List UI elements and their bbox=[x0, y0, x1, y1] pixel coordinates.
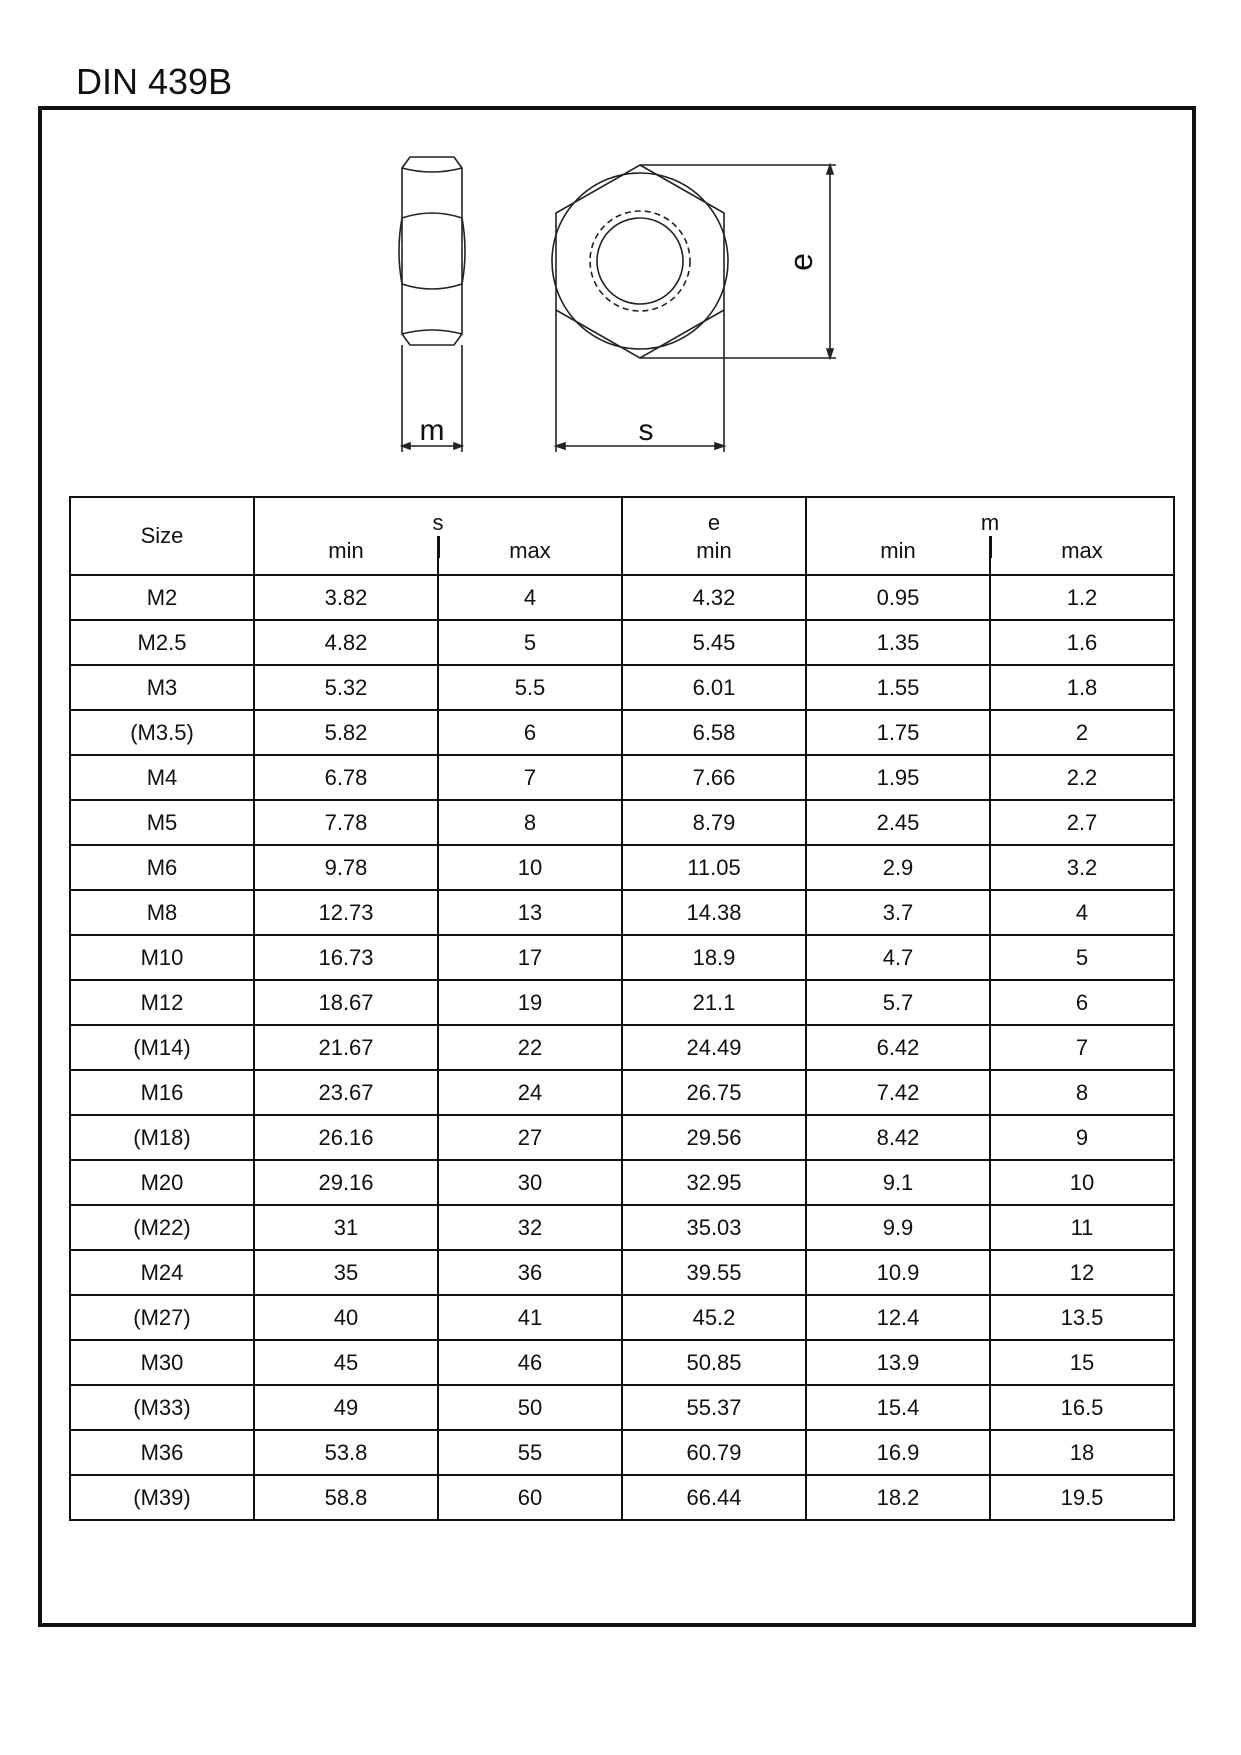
cell-m-max: 1.8 bbox=[990, 665, 1174, 710]
cell-m-max: 12 bbox=[990, 1250, 1174, 1295]
cell-e-min: 5.45 bbox=[622, 620, 806, 665]
cell-s-min: 40 bbox=[254, 1295, 438, 1340]
table-row bbox=[70, 1205, 1174, 1250]
cell-s-min: 4.82 bbox=[254, 620, 438, 665]
cell-m-min: 10.9 bbox=[806, 1250, 990, 1295]
cell-s-min: 7.78 bbox=[254, 800, 438, 845]
table-body bbox=[70, 575, 1174, 1520]
cell-m-min: 1.95 bbox=[806, 755, 990, 800]
cell-s-max: 19 bbox=[438, 980, 622, 1025]
table-row bbox=[70, 755, 1174, 800]
cell-m-max: 9 bbox=[990, 1115, 1174, 1160]
cell-size: (M27) bbox=[70, 1295, 254, 1340]
cell-size: (M39) bbox=[70, 1475, 254, 1520]
cell-m-max: 8 bbox=[990, 1070, 1174, 1115]
table-row bbox=[70, 710, 1174, 755]
cell-size: M3 bbox=[70, 665, 254, 710]
label-s: s bbox=[638, 414, 654, 447]
cell-e-min: 21.1 bbox=[622, 980, 806, 1025]
cell-s-max: 41 bbox=[438, 1295, 622, 1340]
cell-e-min: 35.03 bbox=[622, 1205, 806, 1250]
cell-m-min: 1.35 bbox=[806, 620, 990, 665]
cell-s-min: 45 bbox=[254, 1340, 438, 1385]
label-e: e bbox=[783, 253, 819, 271]
cell-size: (M14) bbox=[70, 1025, 254, 1070]
cell-size: (M33) bbox=[70, 1385, 254, 1430]
cell-m-max: 2 bbox=[990, 710, 1174, 755]
cell-size: M4 bbox=[70, 755, 254, 800]
header-s-max: max bbox=[438, 536, 622, 575]
cell-s-min: 3.82 bbox=[254, 575, 438, 620]
page-title: DIN 439B bbox=[76, 61, 233, 102]
table-row bbox=[70, 1115, 1174, 1160]
nut-front-view bbox=[552, 165, 728, 358]
cell-s-max: 30 bbox=[438, 1160, 622, 1205]
cell-s-max: 5 bbox=[438, 620, 622, 665]
table-row bbox=[70, 890, 1174, 935]
cell-m-max: 2.7 bbox=[990, 800, 1174, 845]
cell-s-min: 16.73 bbox=[254, 935, 438, 980]
table-row bbox=[70, 1340, 1174, 1385]
cell-size: M10 bbox=[70, 935, 254, 980]
cell-m-min: 1.55 bbox=[806, 665, 990, 710]
cell-m-max: 1.2 bbox=[990, 575, 1174, 620]
cell-s-max: 8 bbox=[438, 800, 622, 845]
cell-s-max: 32 bbox=[438, 1205, 622, 1250]
cell-s-min: 53.8 bbox=[254, 1430, 438, 1475]
cell-m-max: 4 bbox=[990, 890, 1174, 935]
table-row bbox=[70, 980, 1174, 1025]
cell-e-min: 39.55 bbox=[622, 1250, 806, 1295]
cell-s-min: 21.67 bbox=[254, 1025, 438, 1070]
cell-e-min: 4.32 bbox=[622, 575, 806, 620]
cell-size: (M18) bbox=[70, 1115, 254, 1160]
header-m-max: max bbox=[990, 536, 1174, 575]
header-group-m: m bbox=[806, 497, 1174, 536]
table-row bbox=[70, 845, 1174, 890]
cell-size: M2.5 bbox=[70, 620, 254, 665]
cell-s-max: 24 bbox=[438, 1070, 622, 1115]
cell-s-min: 5.82 bbox=[254, 710, 438, 755]
cell-m-min: 13.9 bbox=[806, 1340, 990, 1385]
cell-m-max: 7 bbox=[990, 1025, 1174, 1070]
cell-e-min: 8.79 bbox=[622, 800, 806, 845]
cell-s-max: 4 bbox=[438, 575, 622, 620]
cell-size: M30 bbox=[70, 1340, 254, 1385]
cell-m-max: 2.2 bbox=[990, 755, 1174, 800]
table-row bbox=[70, 1385, 1174, 1430]
table-row bbox=[70, 1025, 1174, 1070]
cell-m-max: 6 bbox=[990, 980, 1174, 1025]
cell-e-min: 45.2 bbox=[622, 1295, 806, 1340]
header-size: Size bbox=[70, 497, 254, 575]
cell-e-min: 60.79 bbox=[622, 1430, 806, 1475]
table-row bbox=[70, 1295, 1174, 1340]
nut-side-view bbox=[399, 157, 465, 345]
cell-m-max: 18 bbox=[990, 1430, 1174, 1475]
table-row bbox=[70, 620, 1174, 665]
cell-s-max: 36 bbox=[438, 1250, 622, 1295]
cell-e-min: 29.56 bbox=[622, 1115, 806, 1160]
cell-s-max: 22 bbox=[438, 1025, 622, 1070]
cell-s-min: 29.16 bbox=[254, 1160, 438, 1205]
header-e-min: min bbox=[622, 536, 806, 575]
cell-s-min: 12.73 bbox=[254, 890, 438, 935]
cell-m-min: 5.7 bbox=[806, 980, 990, 1025]
cell-s-max: 46 bbox=[438, 1340, 622, 1385]
cell-s-min: 6.78 bbox=[254, 755, 438, 800]
cell-s-max: 55 bbox=[438, 1430, 622, 1475]
cell-size: M24 bbox=[70, 1250, 254, 1295]
table-row bbox=[70, 575, 1174, 620]
cell-s-max: 17 bbox=[438, 935, 622, 980]
cell-size: (M3.5) bbox=[70, 710, 254, 755]
header-group-s: s bbox=[254, 497, 622, 536]
cell-s-min: 35 bbox=[254, 1250, 438, 1295]
cell-m-max: 11 bbox=[990, 1205, 1174, 1250]
cell-s-min: 49 bbox=[254, 1385, 438, 1430]
cell-m-min: 0.95 bbox=[806, 575, 990, 620]
cell-m-max: 10 bbox=[990, 1160, 1174, 1205]
cell-s-min: 18.67 bbox=[254, 980, 438, 1025]
cell-e-min: 50.85 bbox=[622, 1340, 806, 1385]
cell-m-min: 8.42 bbox=[806, 1115, 990, 1160]
cell-e-min: 55.37 bbox=[622, 1385, 806, 1430]
cell-m-min: 6.42 bbox=[806, 1025, 990, 1070]
header-m-min: min bbox=[806, 536, 990, 575]
cell-e-min: 32.95 bbox=[622, 1160, 806, 1205]
label-m: m bbox=[419, 414, 445, 447]
cell-m-min: 2.45 bbox=[806, 800, 990, 845]
table-row bbox=[70, 665, 1174, 710]
cell-size: M6 bbox=[70, 845, 254, 890]
hex-nut-drawing bbox=[380, 150, 860, 470]
cell-s-min: 31 bbox=[254, 1205, 438, 1250]
cell-e-min: 24.49 bbox=[622, 1025, 806, 1070]
cell-s-max: 10 bbox=[438, 845, 622, 890]
cell-m-min: 12.4 bbox=[806, 1295, 990, 1340]
cell-e-min: 26.75 bbox=[622, 1070, 806, 1115]
cell-size: M8 bbox=[70, 890, 254, 935]
cell-size: M20 bbox=[70, 1160, 254, 1205]
cell-e-min: 7.66 bbox=[622, 755, 806, 800]
table-row bbox=[70, 1250, 1174, 1295]
cell-e-min: 6.01 bbox=[622, 665, 806, 710]
cell-m-min: 16.9 bbox=[806, 1430, 990, 1475]
dimensions-table bbox=[69, 496, 1175, 1521]
cell-s-min: 58.8 bbox=[254, 1475, 438, 1520]
table-row bbox=[70, 1475, 1174, 1520]
table-row bbox=[70, 800, 1174, 845]
cell-s-max: 6 bbox=[438, 710, 622, 755]
cell-m-max: 3.2 bbox=[990, 845, 1174, 890]
cell-m-min: 3.7 bbox=[806, 890, 990, 935]
cell-m-min: 9.1 bbox=[806, 1160, 990, 1205]
cell-size: M36 bbox=[70, 1430, 254, 1475]
cell-m-max: 16.5 bbox=[990, 1385, 1174, 1430]
cell-m-min: 2.9 bbox=[806, 845, 990, 890]
cell-s-max: 5.5 bbox=[438, 665, 622, 710]
cell-m-min: 1.75 bbox=[806, 710, 990, 755]
cell-m-max: 1.6 bbox=[990, 620, 1174, 665]
cell-s-max: 27 bbox=[438, 1115, 622, 1160]
cell-m-min: 7.42 bbox=[806, 1070, 990, 1115]
header-group-e: e bbox=[622, 497, 806, 536]
cell-s-max: 60 bbox=[438, 1475, 622, 1520]
cell-s-min: 26.16 bbox=[254, 1115, 438, 1160]
cell-m-max: 5 bbox=[990, 935, 1174, 980]
cell-s-max: 13 bbox=[438, 890, 622, 935]
cell-size: M16 bbox=[70, 1070, 254, 1115]
cell-m-min: 9.9 bbox=[806, 1205, 990, 1250]
table-row bbox=[70, 1160, 1174, 1205]
table-header-row bbox=[70, 497, 1174, 536]
cell-m-min: 18.2 bbox=[806, 1475, 990, 1520]
cell-e-min: 18.9 bbox=[622, 935, 806, 980]
cell-m-max: 13.5 bbox=[990, 1295, 1174, 1340]
table-row bbox=[70, 935, 1174, 980]
cell-s-min: 5.32 bbox=[254, 665, 438, 710]
cell-size: (M22) bbox=[70, 1205, 254, 1250]
cell-s-max: 7 bbox=[438, 755, 622, 800]
cell-s-min: 9.78 bbox=[254, 845, 438, 890]
cell-size: M5 bbox=[70, 800, 254, 845]
cell-m-max: 15 bbox=[990, 1340, 1174, 1385]
cell-size: M2 bbox=[70, 575, 254, 620]
table-row bbox=[70, 1430, 1174, 1475]
cell-size: M12 bbox=[70, 980, 254, 1025]
cell-s-max: 50 bbox=[438, 1385, 622, 1430]
cell-s-min: 23.67 bbox=[254, 1070, 438, 1115]
cell-e-min: 14.38 bbox=[622, 890, 806, 935]
cell-e-min: 6.58 bbox=[622, 710, 806, 755]
header-s-min: min bbox=[254, 536, 438, 575]
cell-e-min: 66.44 bbox=[622, 1475, 806, 1520]
table-row bbox=[70, 1070, 1174, 1115]
cell-e-min: 11.05 bbox=[622, 845, 806, 890]
cell-m-max: 19.5 bbox=[990, 1475, 1174, 1520]
cell-m-min: 4.7 bbox=[806, 935, 990, 980]
cell-m-min: 15.4 bbox=[806, 1385, 990, 1430]
